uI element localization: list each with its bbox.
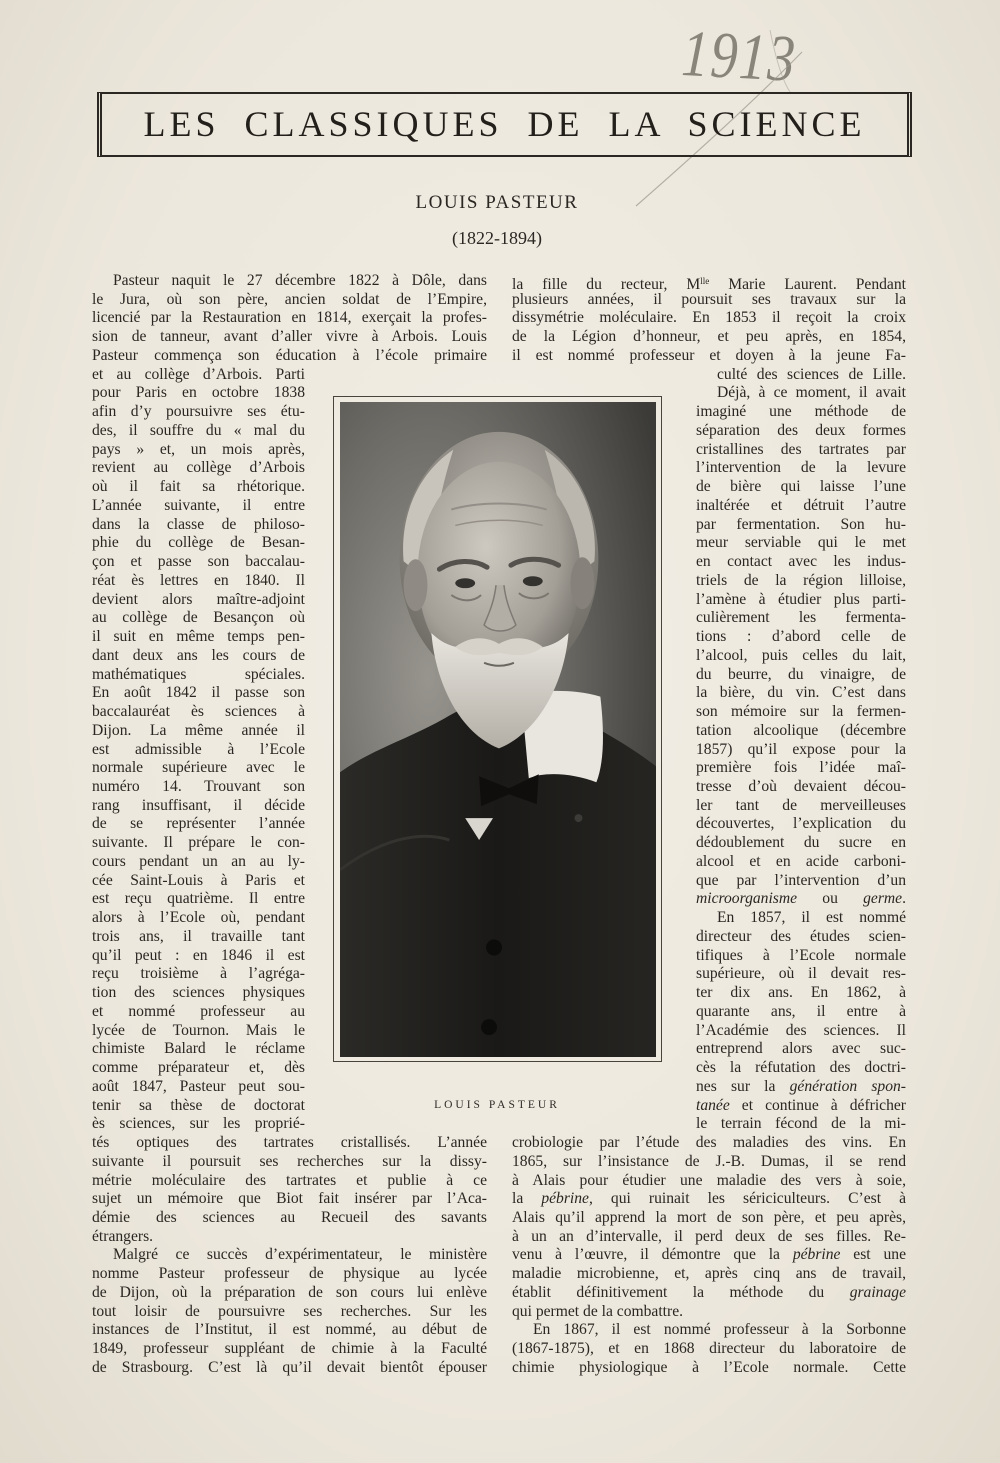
text-segment: établit définitivement la méthode du [512,1283,850,1301]
text-line: est admissible à l’Ecole [92,740,305,758]
text-line: qui permet de la combattre. [512,1302,684,1320]
text-line [512,1246,906,1265]
article-dates: (1822-1894) [452,228,542,248]
italic-term: pébrine [541,1190,589,1208]
text-line: Dijon. La même année il [92,721,305,739]
text-line: directeur des études scien- [696,927,906,945]
text-line: dans la classe de philoso- [92,515,305,533]
text-line: revient au collège d’Arbois [92,459,305,477]
text-line: séparation des deux formes [696,421,906,439]
text-line: Déjà, à ce moment, il avait [717,384,906,402]
text-line: où il fait sa rhétorique. [92,478,305,496]
text-line: au collège de Besançon où [92,609,305,627]
text-line: l’intervention de la levure [696,459,906,477]
series-title: LES CLASSIQUES DE LA SCIENCE [143,104,866,144]
text-line: baccalauréat ès sciences à [92,703,305,721]
text-line: il est nommé professeur et doyen à la jeune Fa- [512,346,906,364]
text-line: Pasteur naquit le 27 décembre 1822 à Dôle, dans [113,272,487,289]
text-line: Alais qu’il apprend la mort de son père, et peu après, [512,1209,906,1226]
text-line: L’année suivante, il entre [92,496,305,514]
text-line: 1857) qu’il expose pour la [696,740,906,758]
text-line: licencié par la Restauration en 1814, exerçait la profes- [92,309,487,327]
text-line: maladie microbienne, et, après cinq ans de travail, [512,1265,906,1283]
text-line: et au collège d’Arbois. Parti [92,365,305,383]
text-line: ès sciences, sur les proprié- [92,1115,305,1133]
text-line: de la Légion d’honneur, et peu après, en 1854, [512,328,906,346]
text-line: quarante ans, il entre à [696,1002,906,1020]
text-line: culté des sciences de Lille. [717,365,906,383]
text-line: réat ès lettres en 1840. Il [92,571,305,589]
text-segment: ou [797,890,864,908]
text-segment: nes sur la [696,1077,790,1095]
text-line [512,1284,906,1303]
text-line: inaltérée et détruit l’autre [696,496,906,514]
text-line: tion des sciences physiques [92,984,305,1002]
text-line: tout loisir de poursuivre ses recherches. Sur les [92,1302,487,1320]
text-line: l’Académie des sciences. Il [696,1021,906,1039]
text-line: tation alcoolique (décembre [696,721,906,739]
text-line: alcool et en acide carboni- [696,852,906,870]
text-line: du beurre, du vinaigre, de [696,665,906,683]
text-line: Pasteur commença son éducation à l’école primaire [92,346,487,364]
text-line: suivante il poursuit ses recherches sur la dissy- [92,1152,487,1170]
text-line: découvertes, l’explication du [696,815,906,833]
text-line: à Alais pour étudier une maladie des vers à soie, [512,1171,906,1189]
italic-term: microorganisme [696,890,798,908]
text-line: çon et passe son baccalau- [92,553,305,571]
text-line: crobiologie par l’étude des maladies des vins. En [512,1134,906,1152]
handwritten-year-annotation: 1913 [680,16,799,96]
text-line: pour Paris en octobre 1838 [92,384,305,402]
text-line: tenir sa thèse de doctorat [92,1096,305,1114]
text-line: reçu troisième à l’agréga- [92,965,305,983]
text-line: afin d’y poursuivre ses étu- [92,403,305,421]
text-line: des, il souffre du « mal du [92,421,305,439]
text-line: comme préparateur et, dès [92,1059,305,1077]
text-line: mathématiques spéciales. [92,665,305,683]
text-line: suivante. Il prépare le con- [92,834,305,852]
text-line: 1865, sur l’insistance de J.-B. Dumas, il se rend [512,1152,906,1170]
text-line: tions : d’abord celle de [696,628,906,646]
text-line: phie du collège de Besan- [92,534,305,552]
text-segment: . [902,890,906,908]
text-line: cours pendant un an au ly- [92,852,305,870]
portrait-caption: LOUIS PASTEUR [434,1099,560,1111]
text-line [512,272,906,291]
text-line: cès la réfutation des doctri- [696,1059,906,1077]
text-line: trois ans, il travaille tant [92,927,305,945]
text-line: nomme Pasteur professeur de physique au lycée [92,1265,487,1283]
text-line: première fois l’idée maî- [696,759,906,777]
text-line: rang insuffisant, il décide [92,796,305,814]
text-line: tresse d’où devaient décou- [696,777,906,795]
italic-term: tanée [696,1096,730,1114]
text-line: culièrement les fermenta- [696,609,906,627]
text-line [696,1078,906,1097]
text-line: est reçu quatrième. Il entre [92,890,305,908]
text-line: meur serviable qui le met [696,534,906,552]
text-line: ler tant de merveilleuses [696,796,906,814]
text-line: cée Saint-Louis à Paris et [92,871,305,889]
text-line: alors à l’Ecole où, pendant [92,909,305,927]
text-segment: la fille du recteur, M [512,276,701,293]
text-line: (1867-1875), et en 1868 directeur du laboratoire de [512,1340,906,1358]
text-line: qu’il peut : en 1846 il est [92,946,305,964]
text-line: chimie physiologique à l’Ecole normale. Cette [512,1358,906,1376]
text-line: de bière qui laisse l’une [696,478,906,496]
text-segment: Marie Laurent. Pendant [709,276,906,293]
text-line: sion de tanneur, avant d’aller vivre à Arbois. Louis [92,328,487,346]
text-line: démie des sciences au Recueil des savants [92,1209,487,1226]
italic-term: grainage [849,1283,906,1301]
italic-term: pébrine [792,1246,841,1264]
text-line: tifiques à l’Ecole normale [696,946,906,964]
text-line: triels de la région lilloise, [696,571,906,589]
text-line: sujet un mémoire que Biot fait insérer par l’Aca- [92,1190,487,1208]
text-line: de Strasbourg. C’est là qu’il devait bientôt épouser [92,1358,487,1376]
text-line: dédoublement du sucre en [696,834,906,852]
text-line: supérieure, où il devait res- [696,965,906,983]
text-line: août 1847, Pasteur peut sou- [92,1077,305,1095]
text-segment: venu à l’œuvre, il démontre que la [512,1246,793,1264]
text-line: dissymétrie moléculaire. En 1853 il reçoit la croix [512,309,906,327]
text-line: l’amène à étudier plus parti- [696,590,906,608]
portrait-frame [333,396,662,1062]
text-segment: la [512,1190,542,1208]
text-line: le Jura, où son père, ancien soldat de l’Empire, [92,290,487,308]
text-line [696,1097,906,1116]
text-line: il suit en même temps pen- [92,628,305,646]
italic-term: germe [863,890,903,908]
text-line: de se représenter l’année [92,815,305,833]
text-line: que par l’intervention d’un [696,871,906,889]
text-line: lycée de Tournon. Mais le [92,1021,305,1039]
text-line: en contact avec les indus- [696,553,906,571]
text-line [512,1190,906,1209]
superscript-abbreviation: lle [700,276,710,286]
text-line: devient alors maître-adjoint [92,590,305,608]
portrait-photo [340,402,656,1057]
text-line: numéro 14. Trouvant son [92,777,305,795]
article-title: LOUIS PASTEUR [415,192,579,213]
text-line: l’alcool, puis celles du lait, [696,646,906,664]
text-line: imaginé une méthode de [696,403,906,421]
text-line: et nommé professeur au [92,1002,305,1020]
text-line: son mémoire sur la fermen- [696,703,906,721]
text-line: le terrain fécond de la mi- [696,1115,906,1133]
text-line: instances de l’Institut, il est nommé, au début de [92,1321,487,1339]
text-line: normale supérieure avec le [92,759,305,777]
text-line: tés optiques des tartrates cristallisés. L’année [92,1134,487,1152]
text-line [696,890,906,909]
text-line: Malgré ce succès d’expérimentateur, le ministère [113,1246,487,1264]
text-line: En 1857, il est nommé [717,909,906,927]
italic-term: génération spon- [789,1077,906,1095]
series-title-box [97,92,912,157]
text-line: entreprend alors avec suc- [696,1040,906,1058]
text-line: plusieurs années, il poursuit ses travaux sur la [512,290,906,308]
text-segment: , qui ruinait les sériciculteurs. C’est à [588,1190,906,1208]
text-line: ter dix ans. En 1862, à [696,984,906,1002]
text-line: métrie moléculaire des tartrates et publie à ce [92,1171,487,1189]
text-segment: et continue à défricher [729,1096,906,1114]
text-line: chimiste Balard le réclame [92,1040,305,1058]
text-line: dant deux ans les cours de [92,646,305,664]
text-line: à un an d’intervalle, il perd deux de ses filles. Re- [512,1227,906,1245]
text-line: En 1867, il est nommé professeur à la Sorbonne [533,1321,906,1339]
text-line: la bière, du vin. C’est dans [696,684,906,702]
text-line: de Dijon, où la préparation de son cours lui enlève [92,1283,487,1301]
text-line: étrangers. [92,1227,154,1245]
text-segment: est une [840,1246,906,1264]
text-line: par fermentation. Son hu- [696,515,906,533]
text-line: 1849, professeur suppléant de chimie à la Faculté [92,1340,487,1358]
text-line: cristallines des tartrates par [696,440,906,458]
text-line: En août 1842 il passe son [92,684,305,702]
text-line: pays » et, un mois après, [92,440,305,458]
